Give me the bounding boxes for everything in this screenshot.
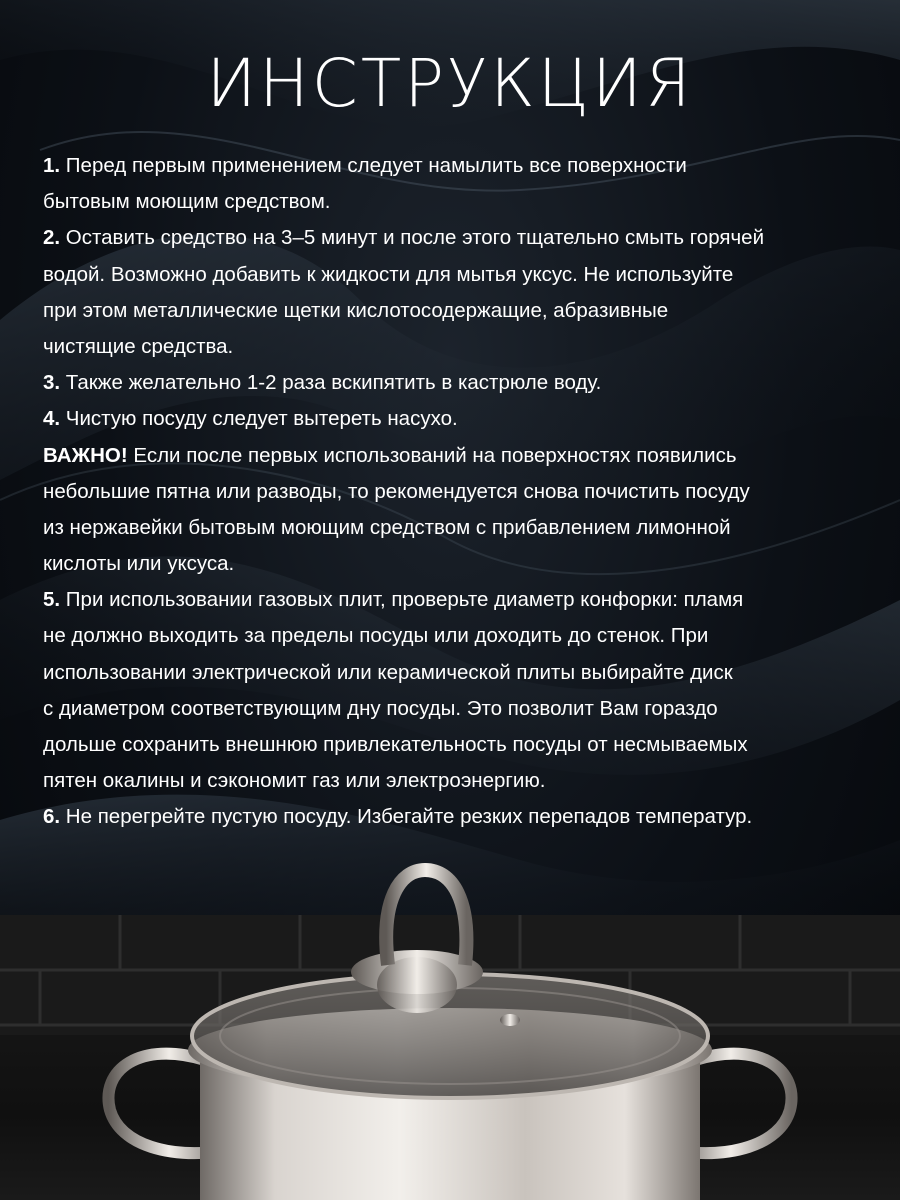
- instruction-text: с диаметром соответствующим дну посуды. Это позволит Вам гораздо: [43, 696, 718, 720]
- instruction-line: [43, 763, 873, 799]
- instruction-text: При использовании газовых плит, проверьте диаметр конфорки: пламя: [60, 588, 744, 612]
- instruction-text: небольшие пятна или разводы, то рекомендуется снова почистить посуду: [43, 479, 750, 503]
- instruction-line: [43, 401, 873, 437]
- instruction-text: кислоты или уксуса.: [43, 552, 235, 576]
- instruction-line: [43, 293, 873, 329]
- instruction-line: [43, 799, 873, 835]
- instruction-line: [43, 148, 873, 184]
- instruction-text: чистящие средства.: [43, 334, 234, 358]
- step-marker: 5.: [43, 588, 61, 612]
- instruction-text: из нержавейки бытовым моющим средством с прибавлением лимонной: [43, 515, 731, 539]
- step-marker: ВАЖНО!: [43, 443, 128, 467]
- instruction-line: [43, 546, 873, 582]
- instruction-line: [43, 618, 873, 654]
- stainless-steel-pot-image: [80, 860, 820, 1200]
- instruction-line: [43, 365, 873, 401]
- instruction-text: Оставить средство на 3–5 минут и после этого тщательно смыть горячей: [60, 226, 765, 250]
- step-marker: 3.: [43, 371, 61, 395]
- instruction-text: при этом металлические щетки кислотосодержащие, абразивные: [43, 298, 669, 322]
- instruction-line: [43, 257, 873, 293]
- instruction-text: использовании электрической или керамической плиты выбирайте диск: [43, 660, 733, 684]
- instruction-line: [43, 655, 873, 691]
- step-marker: 2.: [43, 226, 61, 250]
- instruction-line: [43, 474, 873, 510]
- instruction-text: бытовым моющим средством.: [43, 190, 331, 214]
- instruction-line: [43, 220, 873, 256]
- instruction-text: Если после первых использований на поверхностях появились: [127, 443, 737, 467]
- instruction-line: [43, 329, 873, 365]
- page-title: ИНСТРУКЦИЯ: [206, 45, 694, 122]
- instruction-text: не должно выходить за пределы посуды или доходить до стенок. При: [43, 624, 709, 648]
- instruction-text: Чистую посуду следует вытереть насухо.: [60, 407, 458, 431]
- instruction-line: [43, 510, 873, 546]
- step-marker: 4.: [43, 407, 61, 431]
- instruction-line: [43, 184, 873, 220]
- instruction-line: [43, 727, 873, 763]
- instruction-text: Не перегрейте пустую посуду. Избегайте резких перепадов температур.: [60, 805, 753, 829]
- instruction-line: [43, 691, 873, 727]
- step-marker: 6.: [43, 805, 61, 829]
- instruction-text: дольше сохранить внешнюю привлекательность посуды от несмываемых: [43, 733, 748, 756]
- instruction-text: водой. Возможно добавить к жидкости для мытья уксус. Не используйте: [43, 262, 734, 286]
- instructions-text: [43, 148, 873, 836]
- instruction-text: Также желательно 1-2 раза вскипятить в кастрюле воду.: [60, 371, 602, 395]
- instruction-line: [43, 438, 873, 474]
- instruction-text: пятен окалины и сэкономит газ или электроэнергию.: [43, 769, 546, 793]
- instruction-line: [43, 582, 873, 618]
- instruction-text: Перед первым применением следует намылить все поверхности: [60, 154, 687, 177]
- step-marker: 1.: [43, 154, 61, 177]
